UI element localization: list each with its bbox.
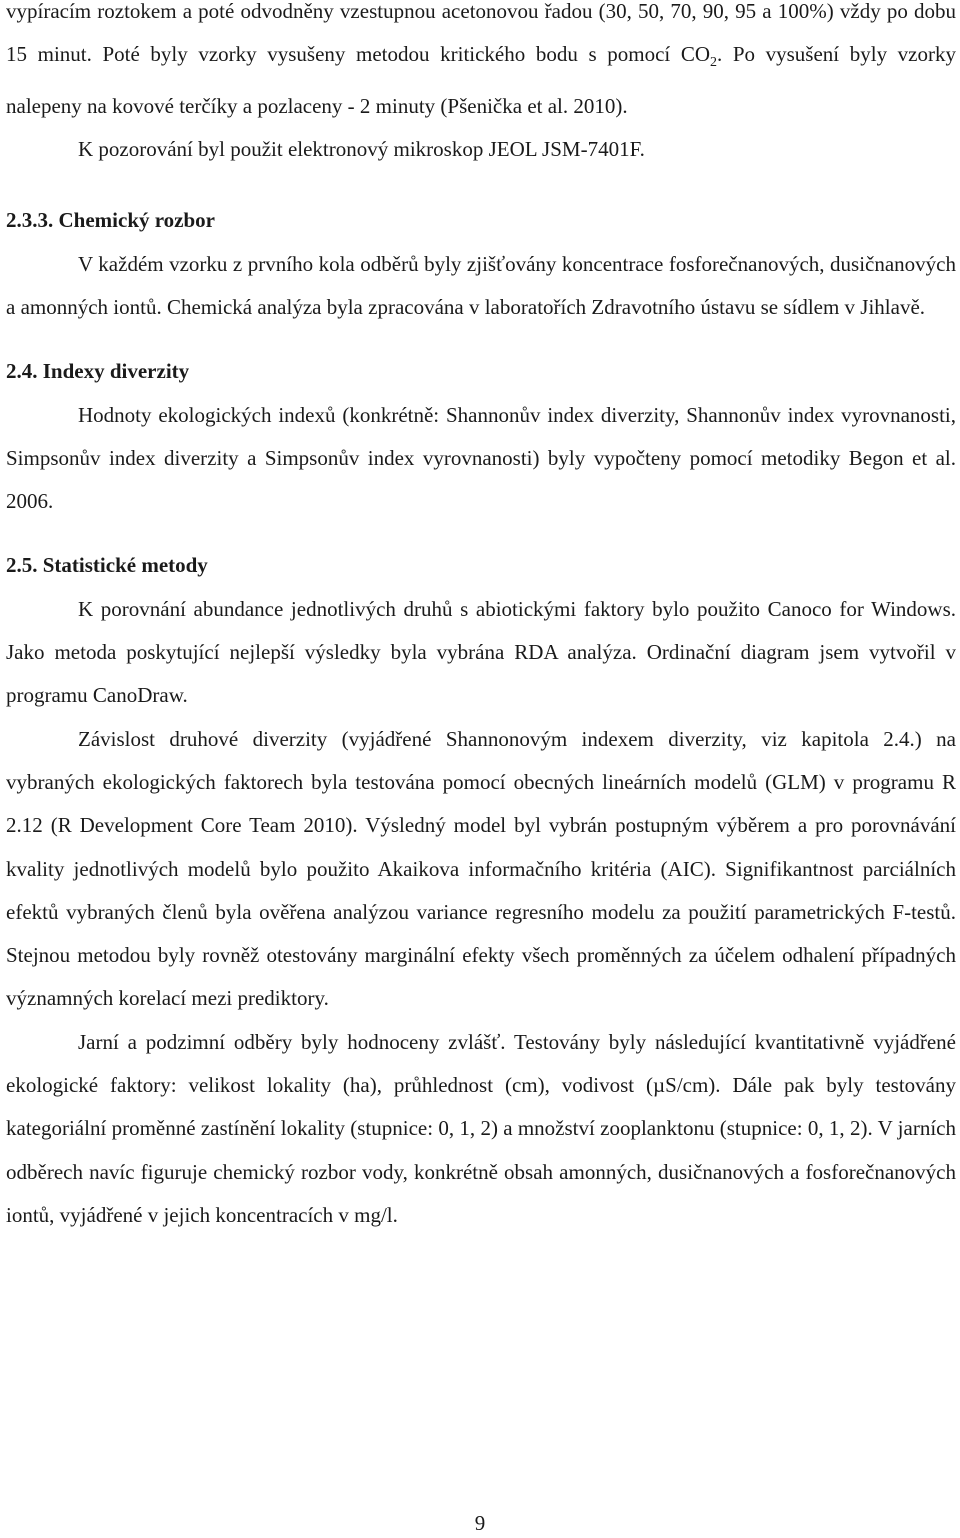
heading-chemical-analysis: 2.3.3. Chemický rozbor — [6, 208, 216, 233]
paragraph-sampling: Jarní a podzimní odběry byly hodnoceny zvlášť. Testovány byly následující kvantitativně vyjádřené ekologické faktory: velikost lokality (ha), průhlednost (cm), vodivost (µS/cm). Dále pak byly testovány kategoriální proměnné zastínění lokality (stupnice: 0, 1, 2) a množství zooplanktonu (stupnice: 0, 1, 2). V jarních odběrech navíc figuruje chemický rozbor vody, konkrétně obsah amonných, dusičnanových a fosforečnanových iontů, vyjádřené v jejich koncentracích v mg/l. — [6, 1029, 956, 1227]
heading-diversity-indices: 2.4. Indexy diverzity — [6, 359, 190, 384]
co2-subscript: 2 — [710, 55, 717, 71]
heading-statistical-methods: 2.5. Statistické metody — [6, 553, 208, 578]
paragraph-preparation-text: vypíracím roztokem a poté odvodněny vzestupnou acetonovou řadou (30, 50, 70, 90, 95 a 100%) vždy po dobu 15 minut. Poté byly vzorky vysušeny metodou kritického bodu s pomocí CO — [6, 0, 956, 67]
paragraph-preparation — [6, 0, 956, 128]
paragraph-glm: Závislost druhové diverzity (vyjádřené Shannonovým indexem diverzity, viz kapitola 2.4.) na vybraných ekologických faktorech byla testována pomocí obecných lineárních modelů (GLM) v programu R 2.12 (R Development Core Team 2010). Výsledný model byl vybrán postupným výběrem a pro porovnávání kvality jednotlivých modelů bylo použito Akaikova informačního kritéria (AIC). Signifikantnost parciálních efektů vybraných členů byla ověřena analýzou variance regresního modelu za použití parametrických F-testů. Stejnou metodou byly rovněž otestovány marginální efekty všech proměnných za účelem odhalení případných významných korelací mezi prediktory. — [6, 726, 956, 1011]
document-page — [6, 0, 956, 1237]
paragraph-preparation-tail: . Po vysušení byly vzorky nalepeny na kovové terčíky a pozlaceny - 2 minuty (Pšenička et al. 2010). — [6, 42, 956, 118]
page-number: 9 — [474, 1511, 486, 1535]
paragraph-microscope: K pozorování byl použit elektronový mikroskop JEOL JSM-7401F. — [78, 137, 645, 162]
paragraph-diversity-indices: Hodnoty ekologických indexů (konkrétně: Shannonův index diverzity, Shannonův index vyrovnanosti, Simpsonův index diverzity a Simpsonův index vyrovnanosti) byly vypočteny pomocí metodiky Begon et al. 2006. — [6, 402, 956, 514]
paragraph-chemical-analysis: V každém vzorku z prvního kola odběrů byly zjišťovány koncentrace fosforečnanových, dusičnanových a amonných iontů. Chemická analýza byla zpracována v laboratořích Zdravotního ústavu se sídlem v Jihlavě. — [6, 251, 956, 319]
paragraph-canoco: K porovnání abundance jednotlivých druhů s abiotickými faktory bylo použito Canoco for Windows. Jako metoda poskytující nejlepší výsledky byla vybrána RDA analýza. Ordinační diagram jsem vytvořil v programu CanoDraw. — [6, 596, 956, 708]
